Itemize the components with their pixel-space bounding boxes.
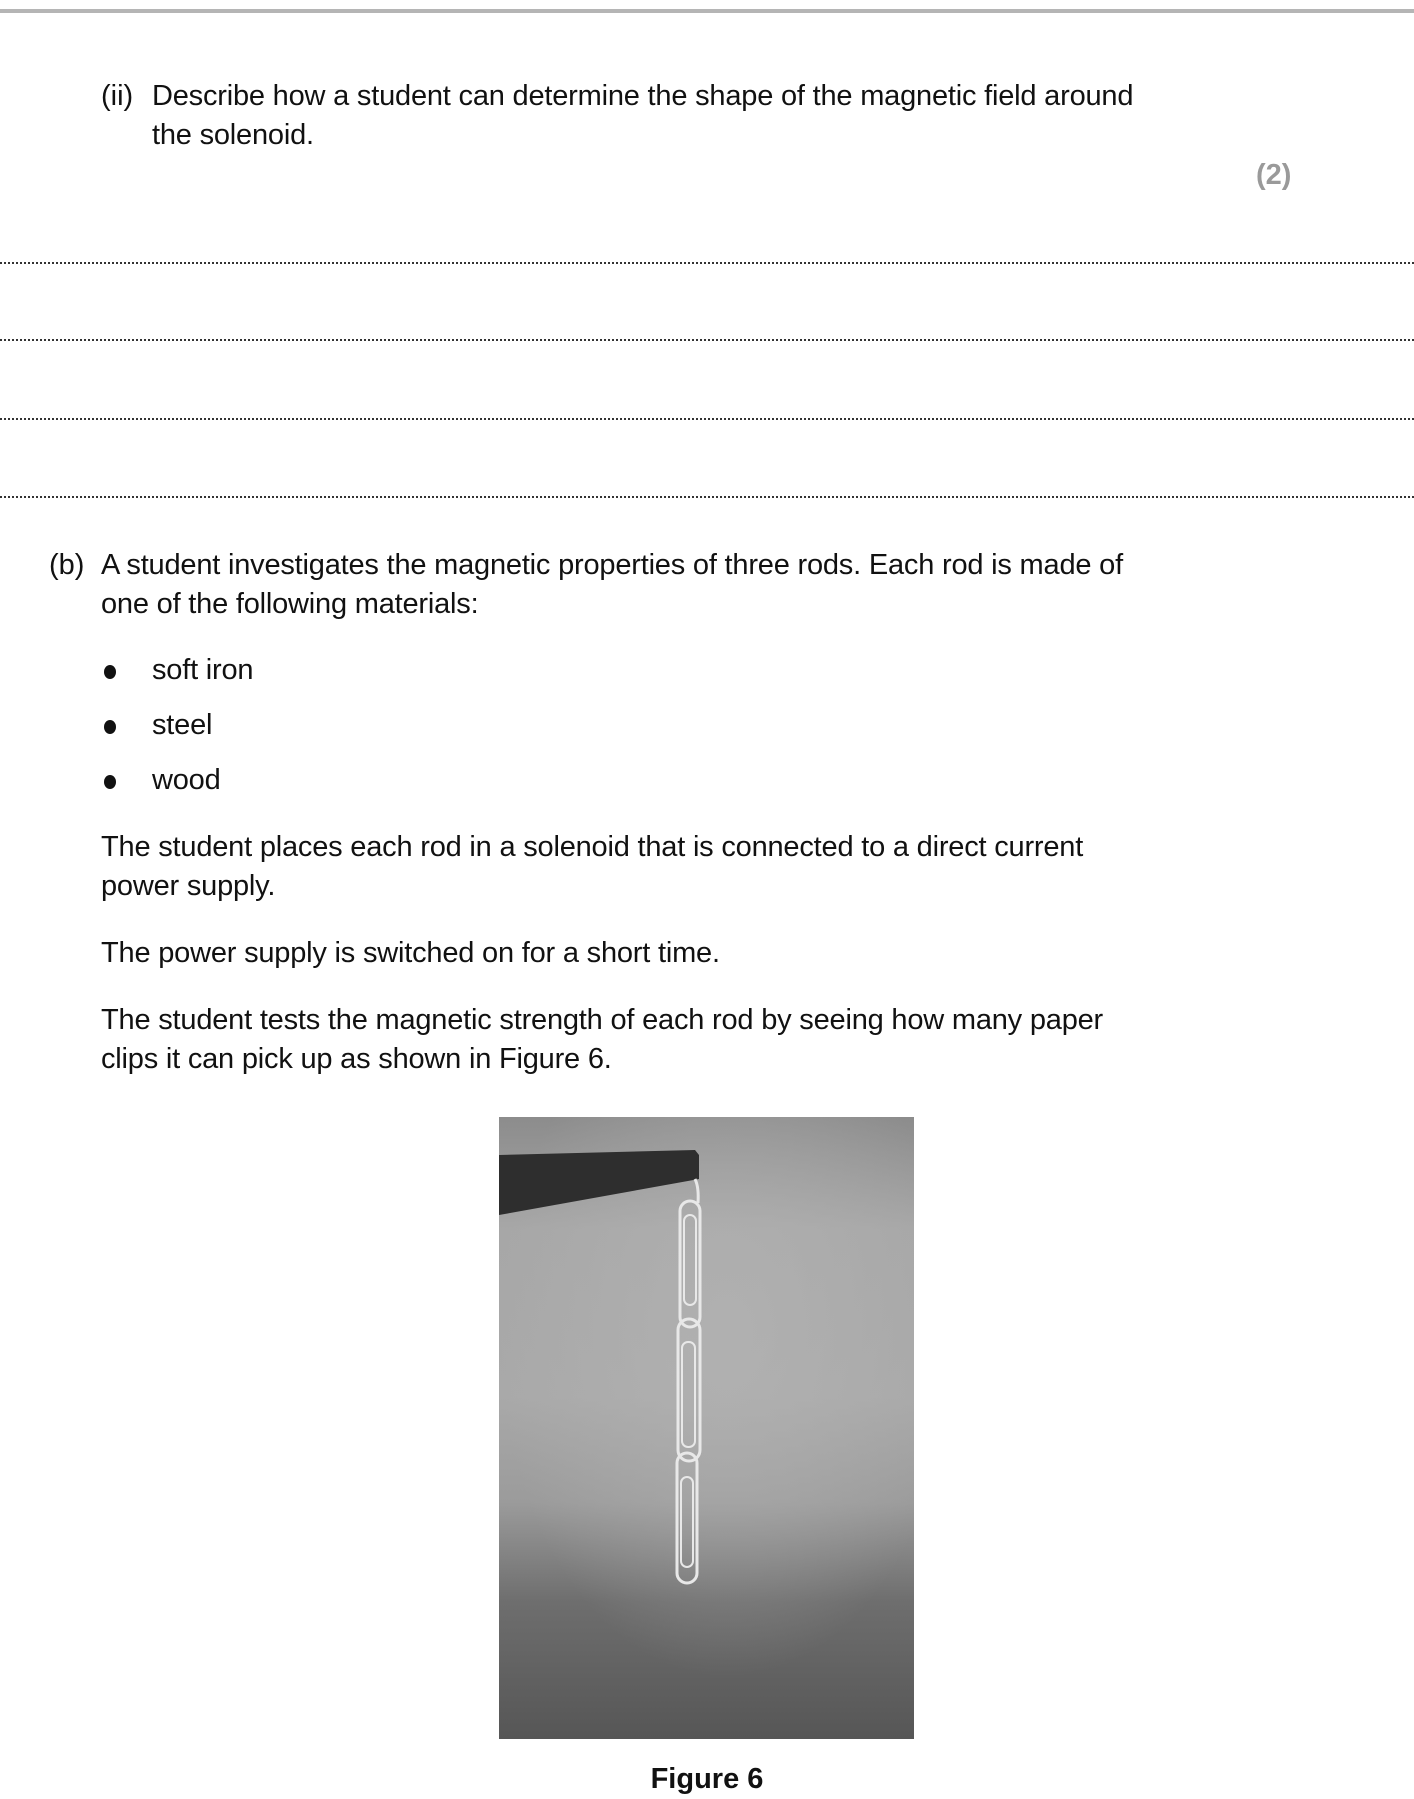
bullet-icon bbox=[104, 775, 116, 789]
answer-line-4[interactable] bbox=[0, 496, 1414, 498]
answer-line-1[interactable] bbox=[0, 262, 1414, 264]
page-top-rule bbox=[0, 9, 1414, 13]
paragraph-2: The power supply is switched on for a short time. bbox=[101, 937, 720, 969]
paragraph-3-line2: clips it can pick up as shown in Figure 6. bbox=[101, 1043, 612, 1075]
figure-caption: Figure 6 bbox=[650, 1763, 764, 1795]
question-b-intro-line2: one of the following materials: bbox=[101, 588, 479, 620]
paragraph-1-line1: The student places each rod in a solenoid that is connected to a direct current bbox=[101, 831, 1084, 863]
rod-and-paperclips-illustration bbox=[499, 1117, 914, 1739]
paragraph-1-line2: power supply. bbox=[101, 870, 276, 902]
paragraph-3-line1: The student tests the magnetic strength of each rod by seeing how many paper bbox=[101, 1004, 1104, 1036]
material-item: soft iron bbox=[152, 654, 254, 686]
answer-line-3[interactable] bbox=[0, 418, 1414, 420]
question-ii-text-line2: the solenoid. bbox=[152, 119, 314, 151]
material-item: wood bbox=[152, 764, 221, 796]
material-item: steel bbox=[152, 709, 213, 741]
answer-line-2[interactable] bbox=[0, 339, 1414, 341]
question-label-ii: (ii) bbox=[101, 80, 134, 112]
figure-6-photo bbox=[499, 1117, 914, 1739]
marks-badge: (2) bbox=[1256, 159, 1292, 191]
bullet-icon bbox=[104, 665, 116, 679]
question-ii-text-line1: Describe how a student can determine the shape of the magnetic field around bbox=[152, 80, 1134, 112]
question-b-intro-line1: A student investigates the magnetic properties of three rods. Each rod is made of bbox=[101, 549, 1123, 581]
bullet-icon bbox=[104, 720, 116, 734]
question-label-b: (b) bbox=[49, 549, 85, 581]
